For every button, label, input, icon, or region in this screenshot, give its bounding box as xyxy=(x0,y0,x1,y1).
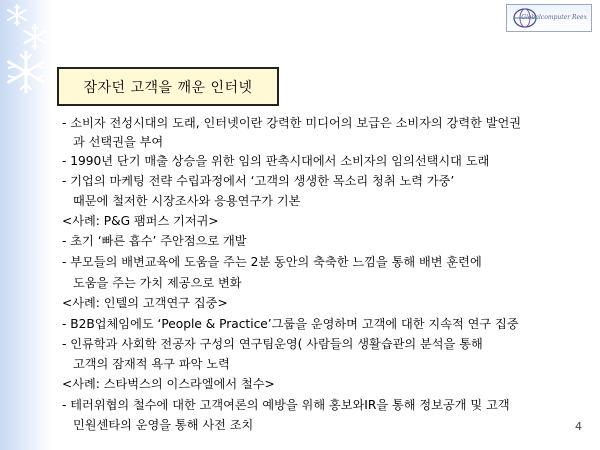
body-line: - 기업의 마케팅 전략 수립과정에서 ‘고객의 생생한 목소리 청취 노력 가중’ xyxy=(62,174,455,188)
snowflake-icon xyxy=(6,4,28,26)
body-line: 도움을 주는 가치 제공으로 변화 xyxy=(73,276,242,290)
body-line: - 인류학과 사회학 전공자 구성의 연구팀운영( 사람들의 생활습관의 분석을 통해 xyxy=(62,337,483,351)
case-heading: <사례: P&G 팸퍼스 기저귀> xyxy=(62,214,219,228)
slide-title-box xyxy=(57,67,279,106)
body-line: 고객의 잠재적 욕구 파악 노력 xyxy=(73,357,230,371)
body-line: - B2B업체임에도 ‘People & Practice’그룹을 운영하며 고객에 대한 지속적 연구 집중 xyxy=(62,317,519,331)
snowflake-icon xyxy=(4,50,48,94)
body-line: - 초기 ‘빠른 흡수’ 주안점으로 개발 xyxy=(62,234,247,248)
body-line: 때문에 철저한 시장조사와 응용연구가 기본 xyxy=(73,194,301,208)
case-heading: <사례: 스타벅스의 이스라엘에서 철수> xyxy=(62,377,275,391)
body-line: 민원센타의 운영을 통해 사전 조치 xyxy=(73,418,254,432)
case-heading: <사례: 인텔의 고객연구 집중> xyxy=(62,296,228,310)
slide-title: 잠자던 고객을 깨운 인터넷 xyxy=(83,79,253,96)
body-line: - 테러위협의 철수에 대한 고객여론의 예방을 위해 홍보와IR을 통해 정보공개 및 고객 xyxy=(62,398,510,412)
body-line: - 소비자 전성시대의 도래, 인터넷이란 강력한 미디어의 보급은 소비자의 강력한 발언권 xyxy=(62,116,522,130)
page-number: 4 xyxy=(575,420,582,433)
body-line: - 1990년 단기 매출 상승을 위한 임의 판촉시대에서 소비자의 임의선택시대 도래 xyxy=(62,154,490,168)
company-logo xyxy=(506,4,592,32)
snowflake-icon xyxy=(22,24,48,50)
left-decorative-strip xyxy=(0,0,52,450)
body-line: 과 선택권을 부여 xyxy=(73,135,164,149)
logo-text: Globalcomputer Reex xyxy=(521,14,587,21)
body-line: - 부모들의 배변교육에 도움을 주는 2분 동안의 축축한 느낌을 통해 배변 훈련에 xyxy=(62,255,482,269)
